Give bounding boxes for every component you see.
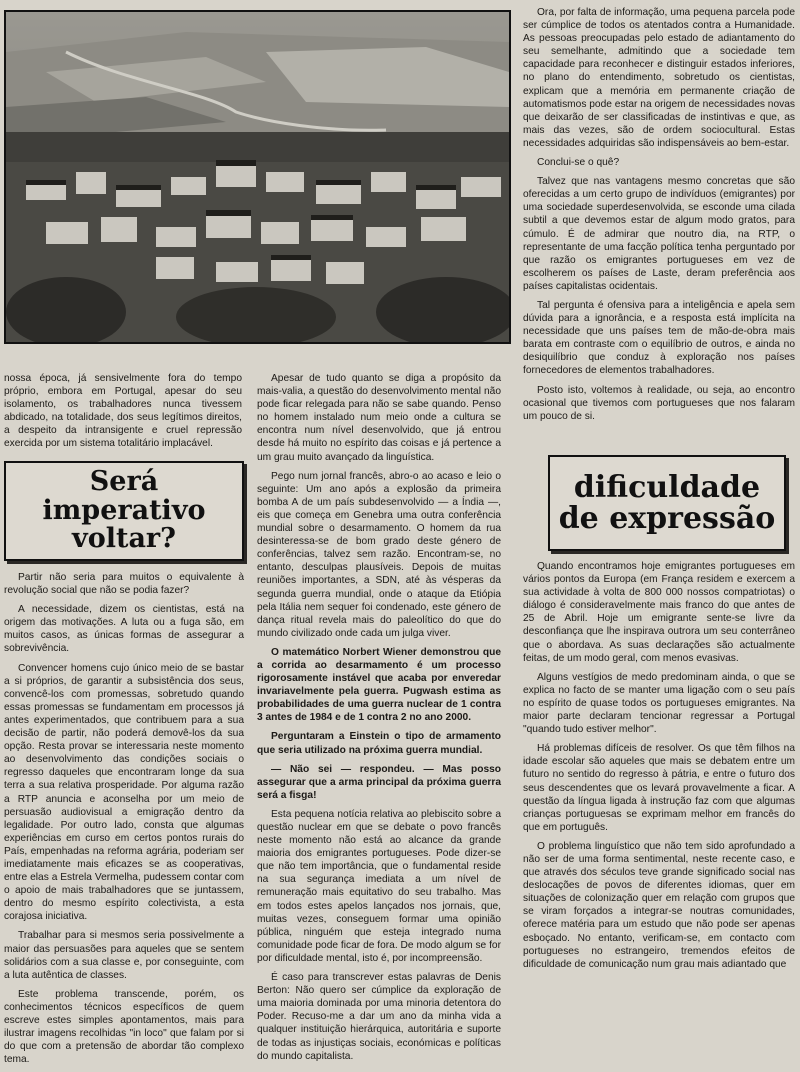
paragraph: — Não sei — respondeu. — Mas posso assegurar que a arma principal da próxima guerra será a fisga! — [257, 763, 501, 801]
paragraph: Conclui-se o quê? — [537, 157, 620, 169]
paragraph: Quando encontramos hoje emigrantes portugueses em vários pontos da Europa (em França residem e exercem a sua actividade à volta de 800 000 nossos compatriotas) o diálogo é consideravelmente mais franco do que antes de 25 de Abril. Hoje um emigrante sente-se livre da desconfiança que lhe inspirava outrora um seu conterrâneo que o abordava. As suas declarações são actualmente feitas, de um modo geral, com menos evasivas. — [523, 561, 795, 664]
paragraph: Pego num jornal francês, abro-o ao acaso e leio o seguinte: Um ano após a explosão da primeira bomba A de um país subdesenvolvido — a Índia —, eis que começa em Genebra uma outra conferência mundial sobre o desarmamento. O homem da rua desinteressa-se de bom grado deste género de conferências, talvez sem razão. Encontram-se, no entanto, desculpas plausíveis. Depois de muitas reuniões importantes, a SDN, até às vésperas da segunda guerra mundial, onde o ataque da Etiópia pela Itália nem sequer foi condenado, este género de dança ritual revela mais do paleolítico do que do mundo civilizado onde cada um julga viver. — [257, 470, 501, 639]
paragraph: Tal pergunta é ofensiva para a inteligência e apela sem dúvida para a ignorância, e a resposta está implícita na necessidade que uns países tem de mão-de-obra mais barata em contraste com o equilíbrio de outros, e ainda no desiquilíbrio que conduz à exploração nos países fornecedores de elementos trabalhadores. — [523, 299, 795, 377]
aerial-village-photo — [4, 10, 511, 344]
headline-left: Será imperativo voltar? — [42, 466, 206, 555]
paragraph: Este problema transcende, porém, os conhecimentos técnicos específicos de quem escreve estes simples apontamentos, mais para ilustrar imagens recolhidas "in loco" que falam por si do que com a pretensão de abordar tão complexo tema. — [4, 988, 244, 1066]
headline-box-right — [548, 455, 786, 551]
middle-column — [257, 372, 501, 1069]
paragraph: nossa época, já sensivelmente fora do tempo próprio, embora em Portugal, apesar do seu isolamento, os trabalhadores nunca tivessem abdicado, na totalidade, dos seus legítimos direitos, a despeito da intransigente e cruel repressão exercida por um sistema totalitário implacável. — [4, 373, 242, 450]
right-column-bottom — [523, 560, 795, 977]
aerial-village-icon — [6, 12, 509, 342]
headline-right: dificuldade de expressão — [558, 469, 776, 536]
left-column-top — [4, 372, 242, 457]
paragraph: Apesar de tudo quanto se diga a propósito da mais-valia, a questão do desenvolvimento mental não pode ficar relegada para não se sabe quando. Penso no homem instalado num meio onde a cultura se encontra num nível desenvolvido, que já entrou desde há muito no espírito das coisas e já pertence a um grau muito avançado da linguística. — [257, 373, 501, 463]
paragraph: Convencer homens cujo único meio de se bastar a si próprios, de garantir a subsistência dos seus, convencê-los com promessas, sobretudo quando essas promessas se fundamentam em processos já antes experimentados, que contribuem para a sua decisão de partir, não poderá demovê-los da sua opção. Resta provar se interessaria neste momento ao desenvolvimento das condições sociais o regresso daqueles que encontraram longe da sua terra a sua relativa prosperidade. Por alguma razão a RTP anuncia e aconselha por um meio de persuasão audiovisual a emigração dentro da legalidade. Por outro lado, consta que algumas experiências em curso em certos pontos rurais do País, empenhadas na reforma agrária, poderiam ser imediatamente mais eficazes se as cooperativas, entre elas a Estrela Vermelha, pudessem contar com o apoio de mais trabalhadores que se juntassem, dentro do mesmo espírito colectivista, a esta corajosa iniciativa. — [4, 662, 244, 923]
paragraph: É caso para transcrever estas palavras de Denis Berton: Não quero ser cúmplice da exploração de uma maioria dominada por uma minoria detentora do Poder. Recuso-me a dar um ano da minha vida a qualquer instituição hierárquica, autoritária e suporte de todas as injustiças sociais, económicas e políticas do mundo capitalista. — [257, 972, 501, 1062]
paragraph: A necessidade, dizem os cientistas, está na origem das motivações. A luta ou a fuga são, em muitos casos, as únicas formas de assegurar a sobrevivência. — [4, 604, 244, 655]
paragraph: O matemático Norbert Wiener demonstrou que a corrida ao desarmamento é um processo rigorosamente instável que acaba por enveredar invariavelmente pela guerra. Pugwash estima as probabilidades de uma guerra nuclear de 1 contra 3 antes de 1984 e de 1 contra 2 no ano 2000. — [257, 646, 501, 724]
paragraph: Partir não seria para muitos o equivalente à revolução social que não se podia fazer? — [4, 572, 244, 597]
paragraph: Alguns vestígios de medo predominam ainda, o que se explica no facto de se manter uma ligação com o seu país no espírito de quase todos os portugueses emigrantes. Na maior parte declaram tencionar regressar a Portugal "quando tudo estiver melhor". — [523, 671, 795, 736]
paragraph: Posto isto, voltemos à realidade, ou seja, ao encontro ocasional que tivemos com portugueses que nos falaram um pouco de si. — [523, 384, 795, 422]
right-column-top — [523, 6, 795, 429]
paragraph: Esta pequena notícia relativa ao plebiscito sobre a questão nuclear em que se debate o povo francês neste momento não está ao alcance da grande maioria dos emigrantes portugueses. Pode dizer-se que não tem importância, que o fundamental reside na sua segurança imediata a um nível de remuneração mais equitativo do seu trabalho. Mas em todos estes apelos lançados nos jornais, que, muitas vezes, conseguem formar uma opinião pública, ninguém que esteja integrado numa comunidade pode ficar de fora. De modo algum se for por dificuldade mental, isto é, por incompreensão. — [257, 808, 501, 964]
paragraph: Trabalhar para si mesmos seria possivelmente a maior das persuasões para aqueles que se sentem solidários com a sua classe e, por conseguinte, com a luta autêntica de classes. — [4, 930, 244, 981]
left-column-bottom — [4, 571, 244, 1072]
paragraph: Talvez que nas vantagens mesmo concretas que são oferecidas a um certo grupo de indivíduos (emigrantes) por uma sociedade superdesenvolvida, se esconde uma cilada subtil a que devemos estar de algum modo gratos, para cúmulo. É de admirar que noutro dia, na RTP, o representante de uma facção política tenha perguntado por que razão os emigrantes portugueses em vez de escolherem os países de Laste, deram preferência aos países capitalistas ocidentais. — [523, 176, 795, 292]
headline-box-left — [4, 461, 244, 561]
paragraph: Ora, por falta de informação, uma pequena parcela pode ser cúmplice de todos os atentados contra a Humanidade. As pessoas preocupadas pelo estado de adiantamento do seu semelhante, admitindo que a sociedade tem capacidade para reconhecer e distinguir estados inferiores, no plano do entendimento, sobretudo os cientistas, explicam que a memória em permanente criação de automatismos pode estar na origem de necessidades novas que deixarão de ser classificadas de instintivas e que, as mais das vezes, são de ordem sociocultural. Estas necessidades adquiridas são indispensáveis ao bem-estar. — [523, 7, 795, 149]
paragraph: Há problemas difíceis de resolver. Os que têm filhos na idade escolar são aqueles que mais se debatem entre um futuro no sentido do regresso à pátria, e entre o futuro dos seus descendentes que os levará provavelmente a ficar. A questão da língua ligada à instrução faz com que algumas crianças portuguesas se exprimam melhor em francês do que em português. — [523, 743, 795, 833]
paragraph: Perguntaram a Einstein o tipo de armamento que seria utilizado na próxima guerra mundial. — [257, 731, 501, 756]
paragraph: O problema linguístico que não tem sido aprofundado a não ser de uma forma sentimental, neste recente caso, e que através dos séculos teve grande significado social nas deslocações de povos de diferentes idiomas, quer em situações de colonização quer em relação com grupos que se viram forçados a integrar-se noutras comunidades, oferece matéria para um estudo que não pode ser apenas esboçado. No entanto, verificam-se, em contacto com portugueses no estrangeiro, tremendos efeitos de dificuldade de comunicação num grau mais adiantado que — [523, 840, 795, 970]
